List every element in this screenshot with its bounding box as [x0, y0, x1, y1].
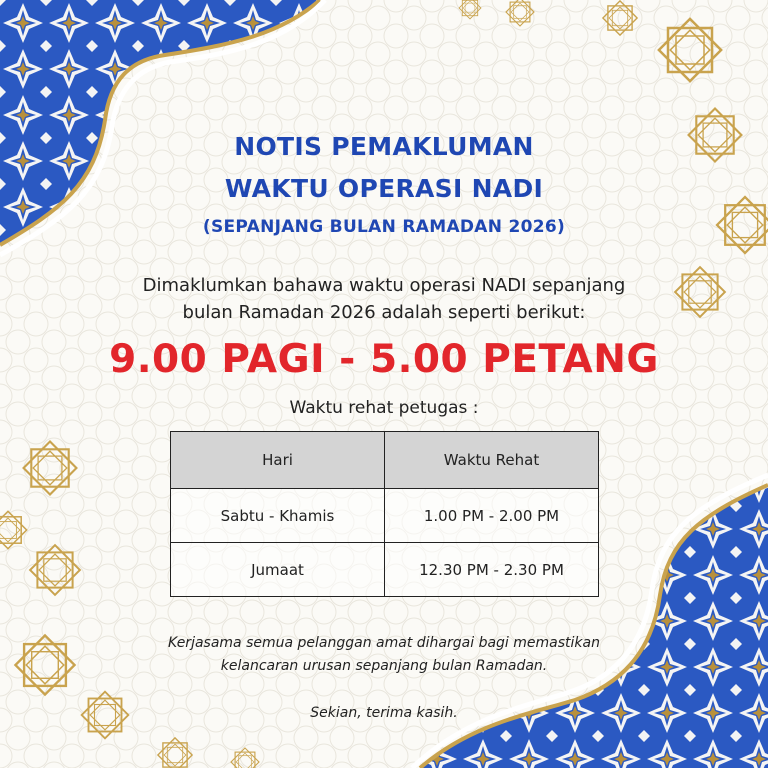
table-cell-day: Jumaat	[171, 543, 385, 597]
table-cell-break-time: 1.00 PM - 2.00 PM	[385, 489, 599, 543]
table-cell-break-time: 12.30 PM - 2.30 PM	[385, 543, 599, 597]
closing-line-2: kelancaran urusan sepanjang bulan Ramadan.	[220, 658, 548, 674]
notice-title-line-2: WAKTU OPERASI NADI	[224, 174, 544, 203]
rest-heading: Waktu rehat petugas :	[289, 398, 479, 418]
column-header-day: Hari	[171, 432, 385, 489]
break-time-table	[170, 431, 599, 597]
notice-title-line-1: NOTIS PEMAKLUMAN	[234, 132, 534, 161]
table-row	[171, 489, 599, 543]
operating-hours: 9.00 PAGI - 5.00 PETANG	[109, 337, 659, 382]
intro-line-1: Dimaklumkan bahawa waktu operasi NADI sepanjang	[142, 275, 626, 296]
intro-line-2: bulan Ramadan 2026 adalah seperti berikut:	[182, 302, 586, 323]
notice-subtitle: (SEPANJANG BULAN RAMADAN 2026)	[202, 217, 566, 237]
closing-line-1: Kerjasama semua pelanggan amat dihargai bagi memastikan	[168, 635, 600, 651]
table-cell-day: Sabtu - Khamis	[171, 489, 385, 543]
signoff: Sekian, terima kasih.	[310, 705, 458, 721]
table-header-row	[171, 432, 599, 489]
table-row	[171, 543, 599, 597]
column-header-break-time: Waktu Rehat	[385, 432, 599, 489]
